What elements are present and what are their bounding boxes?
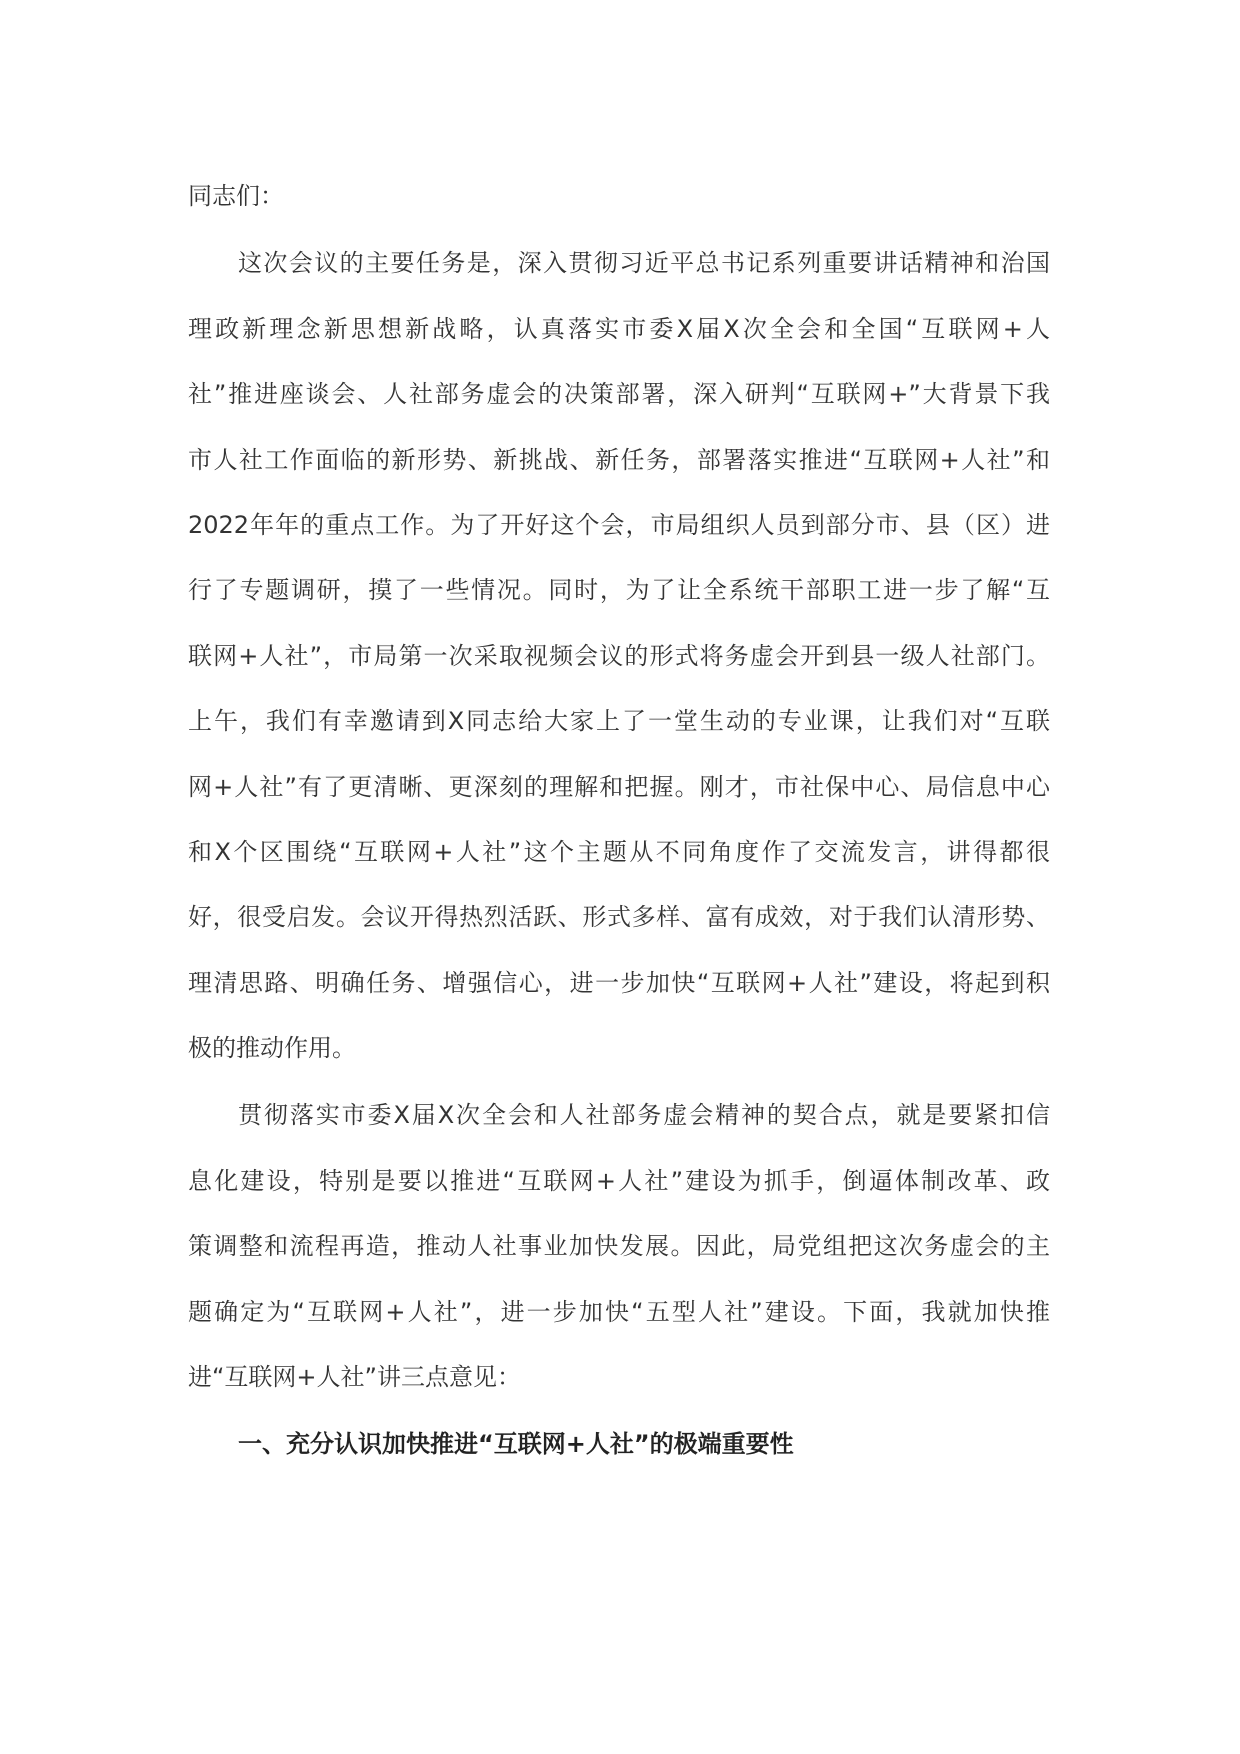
text-line: 极的推动作用。 <box>188 1034 356 1063</box>
text-line: 网+人社”有了更清晰、更深刻的理解和把握。刚才，市社保中心、局信息中心 <box>188 772 1050 801</box>
text-line: 进“互联网+人社”讲三点意见： <box>188 1363 521 1392</box>
text-line: 策调整和流程再造，推动人社事业加快发展。因此，局党组把这次务虚会的主 <box>188 1232 1050 1261</box>
paragraph-1 <box>188 231 1050 1081</box>
section-heading: 一、充分认识加快推进“互联网+人社”的极端重要性 <box>238 1430 794 1459</box>
text-line: 这次会议的主要任务是，深入贯彻习近平总书记系列重要讲话精神和治国 <box>238 249 1050 278</box>
text-line: 上午，我们有幸邀请到X同志给大家上了一堂生动的专业课，让我们对“互联 <box>188 707 1050 736</box>
text-line: 联网+人社”，市局第一次采取视频会议的形式将务虚会开到县一级人社部门。 <box>188 641 1050 670</box>
text-line: 贯彻落实市委X届X次全会和人社部务虚会精神的契合点，就是要紧扣信 <box>238 1101 1050 1130</box>
text-line: 题确定为“互联网+人社”，进一步加快“五型人社”建设。下面，我就加快推 <box>188 1297 1050 1326</box>
document-body <box>188 164 1050 1478</box>
text-line: 息化建设，特别是要以推进“互联网+人社”建设为抓手，倒逼体制改革、政 <box>188 1166 1050 1195</box>
salutation: 同志们： <box>188 182 284 210</box>
text-line: 和X个区围绕“互联网+人社”这个主题从不同角度作了交流发言，讲得都很 <box>188 837 1050 866</box>
paragraph-2 <box>188 1083 1050 1410</box>
text-line: 2022年年的重点工作。为了开好这个会，市局组织人员到部分市、县（区）进 <box>188 510 1050 539</box>
text-line: 社”推进座谈会、人社部务虚会的决策部署，深入研判“互联网+”大背景下我 <box>188 380 1050 409</box>
text-line: 市人社工作面临的新形势、新挑战、新任务，部署落实推进“互联网+人社”和 <box>188 445 1050 474</box>
text-line: 理政新理念新思想新战略，认真落实市委X届X次全会和全国“互联网+人 <box>188 314 1050 343</box>
text-line: 好，很受启发。会议开得热烈活跃、形式多样、富有成效，对于我们认清形势、 <box>188 903 1050 932</box>
text-line: 行了专题调研，摸了一些情况。同时，为了让全系统干部职工进一步了解“互 <box>188 576 1050 605</box>
text-line: 理清思路、明确任务、增强信心，进一步加快“互联网+人社”建设，将起到积 <box>188 968 1050 997</box>
